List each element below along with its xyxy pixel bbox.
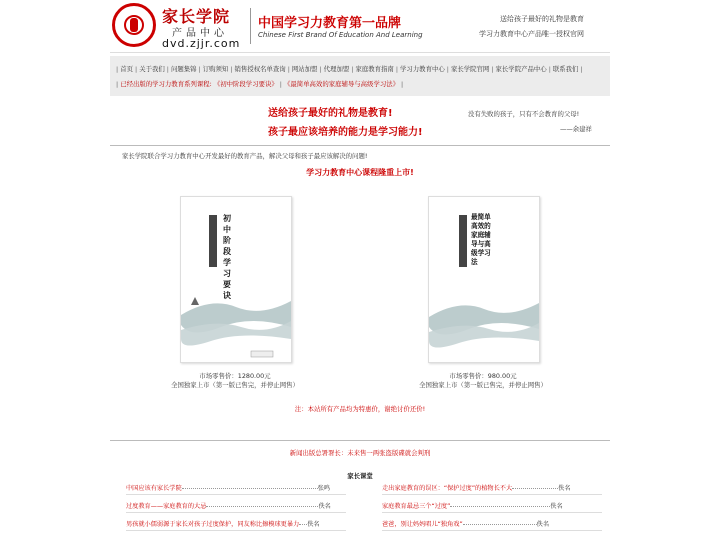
- news-author: 佚名: [536, 521, 550, 528]
- nav-product-center[interactable]: 家长学院产品中心: [495, 65, 547, 73]
- price-text: 市场零售价：1280.00元: [199, 372, 271, 380]
- logo-subtitle: 产品中心: [172, 28, 228, 39]
- promo-line-2: 孩子最应该培养的能力是学习能力!: [268, 127, 423, 138]
- nav-learning-center[interactable]: 学习力教育中心: [400, 65, 445, 73]
- news-title[interactable]: 爸爸，别让妈妈唱儿“独角戏”: [382, 521, 463, 528]
- news-item[interactable]: [126, 519, 320, 528]
- nav-faq[interactable]: 问题集锦: [170, 65, 197, 73]
- book-title: 最简单高效的家庭辅导与高级学习法: [471, 213, 491, 266]
- nav-agent-join[interactable]: 代理加盟: [323, 65, 350, 73]
- intro-text: 家长学院联合学习力教育中心开发最好的教育产品，解决父母和孩子最应该解决的问题!: [122, 152, 368, 160]
- product-cover-family-tutoring[interactable]: [428, 196, 540, 363]
- news-title[interactable]: 家庭教育最忌三个“过度”: [382, 503, 451, 510]
- news-title[interactable]: 过度教育——家庭教育的大忌: [126, 503, 207, 510]
- site-header: [110, 0, 610, 53]
- nav-site-join[interactable]: 网站加盟: [291, 65, 318, 73]
- forum-section-title: 家长课堂: [347, 472, 373, 480]
- news-item[interactable]: [382, 483, 571, 492]
- news-divider: [382, 494, 602, 495]
- news-title[interactable]: 中国应该有家长学院: [126, 485, 182, 492]
- slogan-cn: 中国学习力教育第一品牌: [258, 16, 402, 31]
- nav-dealer-query[interactable]: 销售授权名单查询: [234, 65, 286, 73]
- nav-home[interactable]: 首页: [120, 65, 133, 73]
- price-text: 市场零售价：980.00元: [449, 372, 517, 380]
- slogan-en: Chinese First Brand Of Education And Learning: [258, 31, 423, 39]
- nav-about[interactable]: 关于我们: [139, 65, 165, 73]
- book-title: 初中阶段学习要诀: [223, 213, 231, 300]
- course-link-family-tutoring[interactable]: 《最简单高效的家庭辅导与高级学习法》: [283, 80, 400, 88]
- nav-row-courses: | 已经出版的学习力教育系列课程: 《初中阶段学习要诀》 | 《最简单高效的家庭辅导与高级学习法》 |: [116, 80, 404, 88]
- product-price-junior: [160, 372, 310, 390]
- promo-headline: [268, 104, 423, 142]
- nav-family-guide[interactable]: 家庭教育指南: [355, 65, 394, 73]
- news-title[interactable]: 男孩就小儒弱源于家长对孩子过度保护，同友称比擦模球更暴力: [126, 521, 300, 528]
- price-note: 注：本站所有产品均为特惠价，谢绝讨价还价!: [294, 405, 426, 413]
- logo-name[interactable]: 家长学院: [162, 7, 231, 26]
- news-title[interactable]: 走出家庭教育的误区：“保护过度”的植物长不大: [382, 485, 513, 492]
- news-author: 佚名: [550, 503, 563, 510]
- news-author: 佚名: [558, 485, 571, 492]
- product-status: 全国独家上市（第一版已售完，并停止网售）: [171, 381, 299, 389]
- news-divider: [382, 512, 602, 513]
- news-item[interactable]: [126, 483, 330, 492]
- quote-author: ——余建祥: [560, 125, 592, 133]
- header-tagline: 送给孩子最好的礼物是教育: [500, 15, 584, 23]
- news-author: 张鸣: [317, 485, 331, 492]
- product-price-family-tutoring: [408, 372, 558, 390]
- section-divider: [110, 145, 610, 146]
- news-item[interactable]: [382, 501, 563, 510]
- logo-emblem-icon[interactable]: [112, 3, 156, 47]
- nav-parents-official[interactable]: 家长学院官网: [450, 65, 490, 73]
- nav-order-info[interactable]: 订购须知: [202, 65, 229, 73]
- product-cover-junior[interactable]: [180, 196, 292, 363]
- section-divider: [110, 440, 610, 441]
- courses-label: 已经出版的学习力教育系列课程:: [120, 80, 212, 88]
- news-notice-link[interactable]: 新闻出版总署署长：未来售一两张盗版碟就会判刑: [289, 449, 431, 457]
- launch-heading: 学习力教育中心课程隆重上市!: [306, 168, 414, 177]
- news-divider: [126, 530, 346, 531]
- header-official-site: 学习力教育中心产品唯一授权官网: [479, 30, 584, 38]
- news-divider: [126, 494, 346, 495]
- nav-row-primary: | 首页 | 关于我们 | 问题集锦 | 订购须知 | 销售授权名单查询 | 网站加盟 | 代理加盟 | 家庭教育指南 | 学习力教育中心 | 家长学院官网 | 家长学院产品中心 | 联系我们 |: [116, 65, 583, 73]
- mountain-mist-icon: [429, 275, 539, 362]
- main-nav: [110, 56, 610, 96]
- header-divider: [250, 8, 251, 44]
- news-author: 佚名: [307, 521, 320, 528]
- news-item[interactable]: [382, 519, 549, 528]
- promo-quote: 没有失败的孩子，只有不会教育的父母!: [468, 110, 580, 118]
- product-status: 全国独家上市（第一版已售完，并停止网售）: [419, 381, 547, 389]
- news-author: 佚名: [318, 503, 331, 510]
- logo-url: dvd.zjjr.com: [162, 37, 241, 50]
- news-item[interactable]: [126, 501, 331, 510]
- course-link-junior[interactable]: 《初中阶段学习要诀》: [213, 80, 278, 88]
- mountain-mist-icon: [181, 275, 291, 362]
- promo-line-1: 送给孩子最好的礼物是教育!: [268, 108, 393, 119]
- nav-contact[interactable]: 联系我们: [552, 65, 579, 73]
- news-divider: [126, 512, 346, 513]
- page-container: [110, 0, 610, 528]
- news-divider: [382, 530, 602, 531]
